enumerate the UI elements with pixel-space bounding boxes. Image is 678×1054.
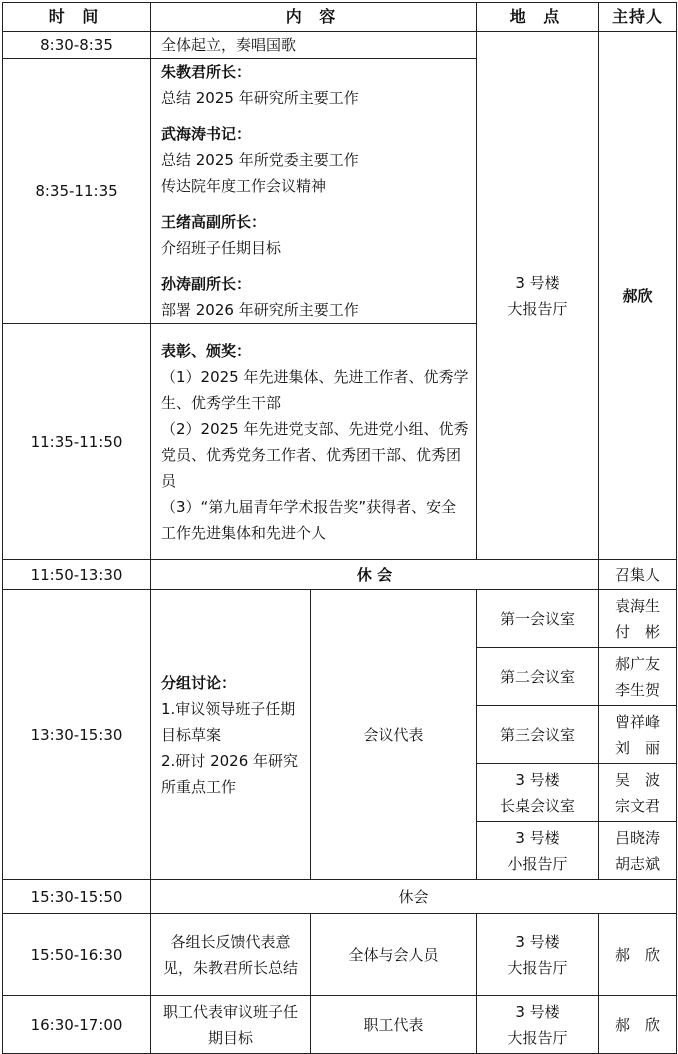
- room-cell: [477, 822, 599, 880]
- main-host-cell: 郝欣: [599, 32, 677, 560]
- content-cell: [151, 590, 311, 880]
- room-line: 第一会议室: [500, 609, 576, 628]
- table-row: [3, 32, 677, 59]
- content-cell: [151, 59, 477, 324]
- room-cell: [477, 764, 599, 822]
- time-cell: 11:50-13:30: [3, 560, 151, 590]
- speaker-title: 王绪高副所长：: [161, 213, 267, 231]
- header-time: 时 间: [3, 3, 151, 32]
- agenda-table: [2, 2, 677, 1054]
- convener-cell: [599, 822, 677, 880]
- table-row: [3, 590, 677, 648]
- break-label: 休会: [151, 880, 677, 914]
- time-cell: 15:30-15:50: [3, 880, 151, 914]
- room-line: 第二会议室: [500, 667, 576, 686]
- convener-name: 付 彬: [615, 622, 661, 641]
- place-cell: [477, 996, 599, 1054]
- time-cell: 16:30-17:00: [3, 996, 151, 1054]
- convener-name: 袁海生: [615, 596, 661, 615]
- room-line: 3 号楼: [515, 828, 560, 847]
- header-content: 内 容: [151, 3, 477, 32]
- convener-name: 吴 波: [615, 770, 661, 789]
- convener-name: 曾祥峰: [615, 712, 661, 731]
- place-line: 大报告厅: [507, 299, 568, 318]
- speaker-title: 武海涛书记：: [161, 125, 252, 143]
- time-cell: 15:50-16:30: [3, 914, 151, 996]
- convener-name: 郝广友: [615, 654, 661, 673]
- discussion-item: 2.研讨 2026 年研究所重点工作: [161, 751, 299, 796]
- time-cell: 8:35-11:35: [3, 59, 151, 324]
- room-cell: [477, 706, 599, 764]
- convener-cell: [599, 648, 677, 706]
- place-line: 大报告厅: [507, 1028, 568, 1047]
- room-line: 小报告厅: [507, 854, 568, 873]
- discussion-title: 分组讨论：: [161, 673, 237, 692]
- table-row: [3, 996, 677, 1054]
- time-cell: 11:35-11:50: [3, 324, 151, 560]
- convener-name: 李生贺: [615, 680, 661, 699]
- convener-cell: [599, 706, 677, 764]
- content-cell: 各组长反馈代表意见，朱教君所长总结: [151, 914, 311, 996]
- time-cell: 13:30-15:30: [3, 590, 151, 880]
- discussion-item: 1.审议领导班子任期目标草案: [161, 699, 296, 744]
- break-label: 休 会: [151, 560, 599, 590]
- content-cell: 职工代表审议班子任期目标: [151, 996, 311, 1054]
- table-row: [3, 880, 677, 914]
- convener-name: 宗文君: [615, 796, 661, 815]
- room-line: 第三会议室: [500, 725, 576, 744]
- convener-cell: [599, 590, 677, 648]
- attendees-cell: 全体与会人员: [311, 914, 477, 996]
- place-line: 大报告厅: [507, 958, 568, 977]
- place-line: 3 号楼: [515, 273, 560, 292]
- speaker-text: 总结 2025 年所党委主要工作: [161, 151, 359, 169]
- table-row: [3, 560, 677, 590]
- speaker-text: 部署 2026 年研究所主要工作: [161, 301, 359, 319]
- place-line: 3 号楼: [515, 932, 560, 951]
- header-row: [3, 3, 677, 32]
- speaker-title: 孙涛副所长：: [161, 275, 252, 293]
- header-host: 主持人: [599, 3, 677, 32]
- time-cell: 8:30-8:35: [3, 32, 151, 59]
- awards-item: （2）2025 年先进党支部、先进党小组、优秀党员、优秀党务工作者、优秀团干部、优秀团员: [161, 419, 469, 490]
- attendees-cell: 职工代表: [311, 996, 477, 1054]
- content-cell: 全体起立，奏唱国歌: [151, 32, 477, 59]
- room-line: 3 号楼: [515, 770, 560, 789]
- room-cell: [477, 648, 599, 706]
- content-cell: [151, 324, 477, 560]
- awards-item: （3）“第九届青年学术报告奖”获得者、安全工作先进集体和先进个人: [161, 497, 457, 542]
- table-row: [3, 914, 677, 996]
- convener-name: 刘 丽: [615, 738, 661, 757]
- speaker-text: 总结 2025 年研究所主要工作: [161, 89, 359, 107]
- convener-cell: [599, 764, 677, 822]
- convener-header: 召集人: [599, 560, 677, 590]
- speaker-title: 朱教君所长：: [161, 63, 252, 81]
- awards-title: 表彰、颁奖：: [161, 341, 252, 360]
- awards-item: （1）2025 年先进集体、先进工作者、优秀学生、优秀学生干部: [161, 367, 469, 412]
- host-cell: 郝 欣: [599, 914, 677, 996]
- host-cell: 郝 欣: [599, 996, 677, 1054]
- place-cell: [477, 914, 599, 996]
- main-place-cell: [477, 32, 599, 560]
- speaker-text: 介绍班子任期目标: [161, 239, 282, 257]
- convener-name: 胡志斌: [615, 854, 661, 873]
- room-line: 长桌会议室: [500, 796, 576, 815]
- place-line: 3 号楼: [515, 1002, 560, 1021]
- attendees-cell: 会议代表: [311, 590, 477, 880]
- room-cell: [477, 590, 599, 648]
- convener-name: 吕晓涛: [615, 828, 661, 847]
- speaker-text: 传达院年度工作会议精神: [161, 177, 327, 195]
- header-place: 地 点: [477, 3, 599, 32]
